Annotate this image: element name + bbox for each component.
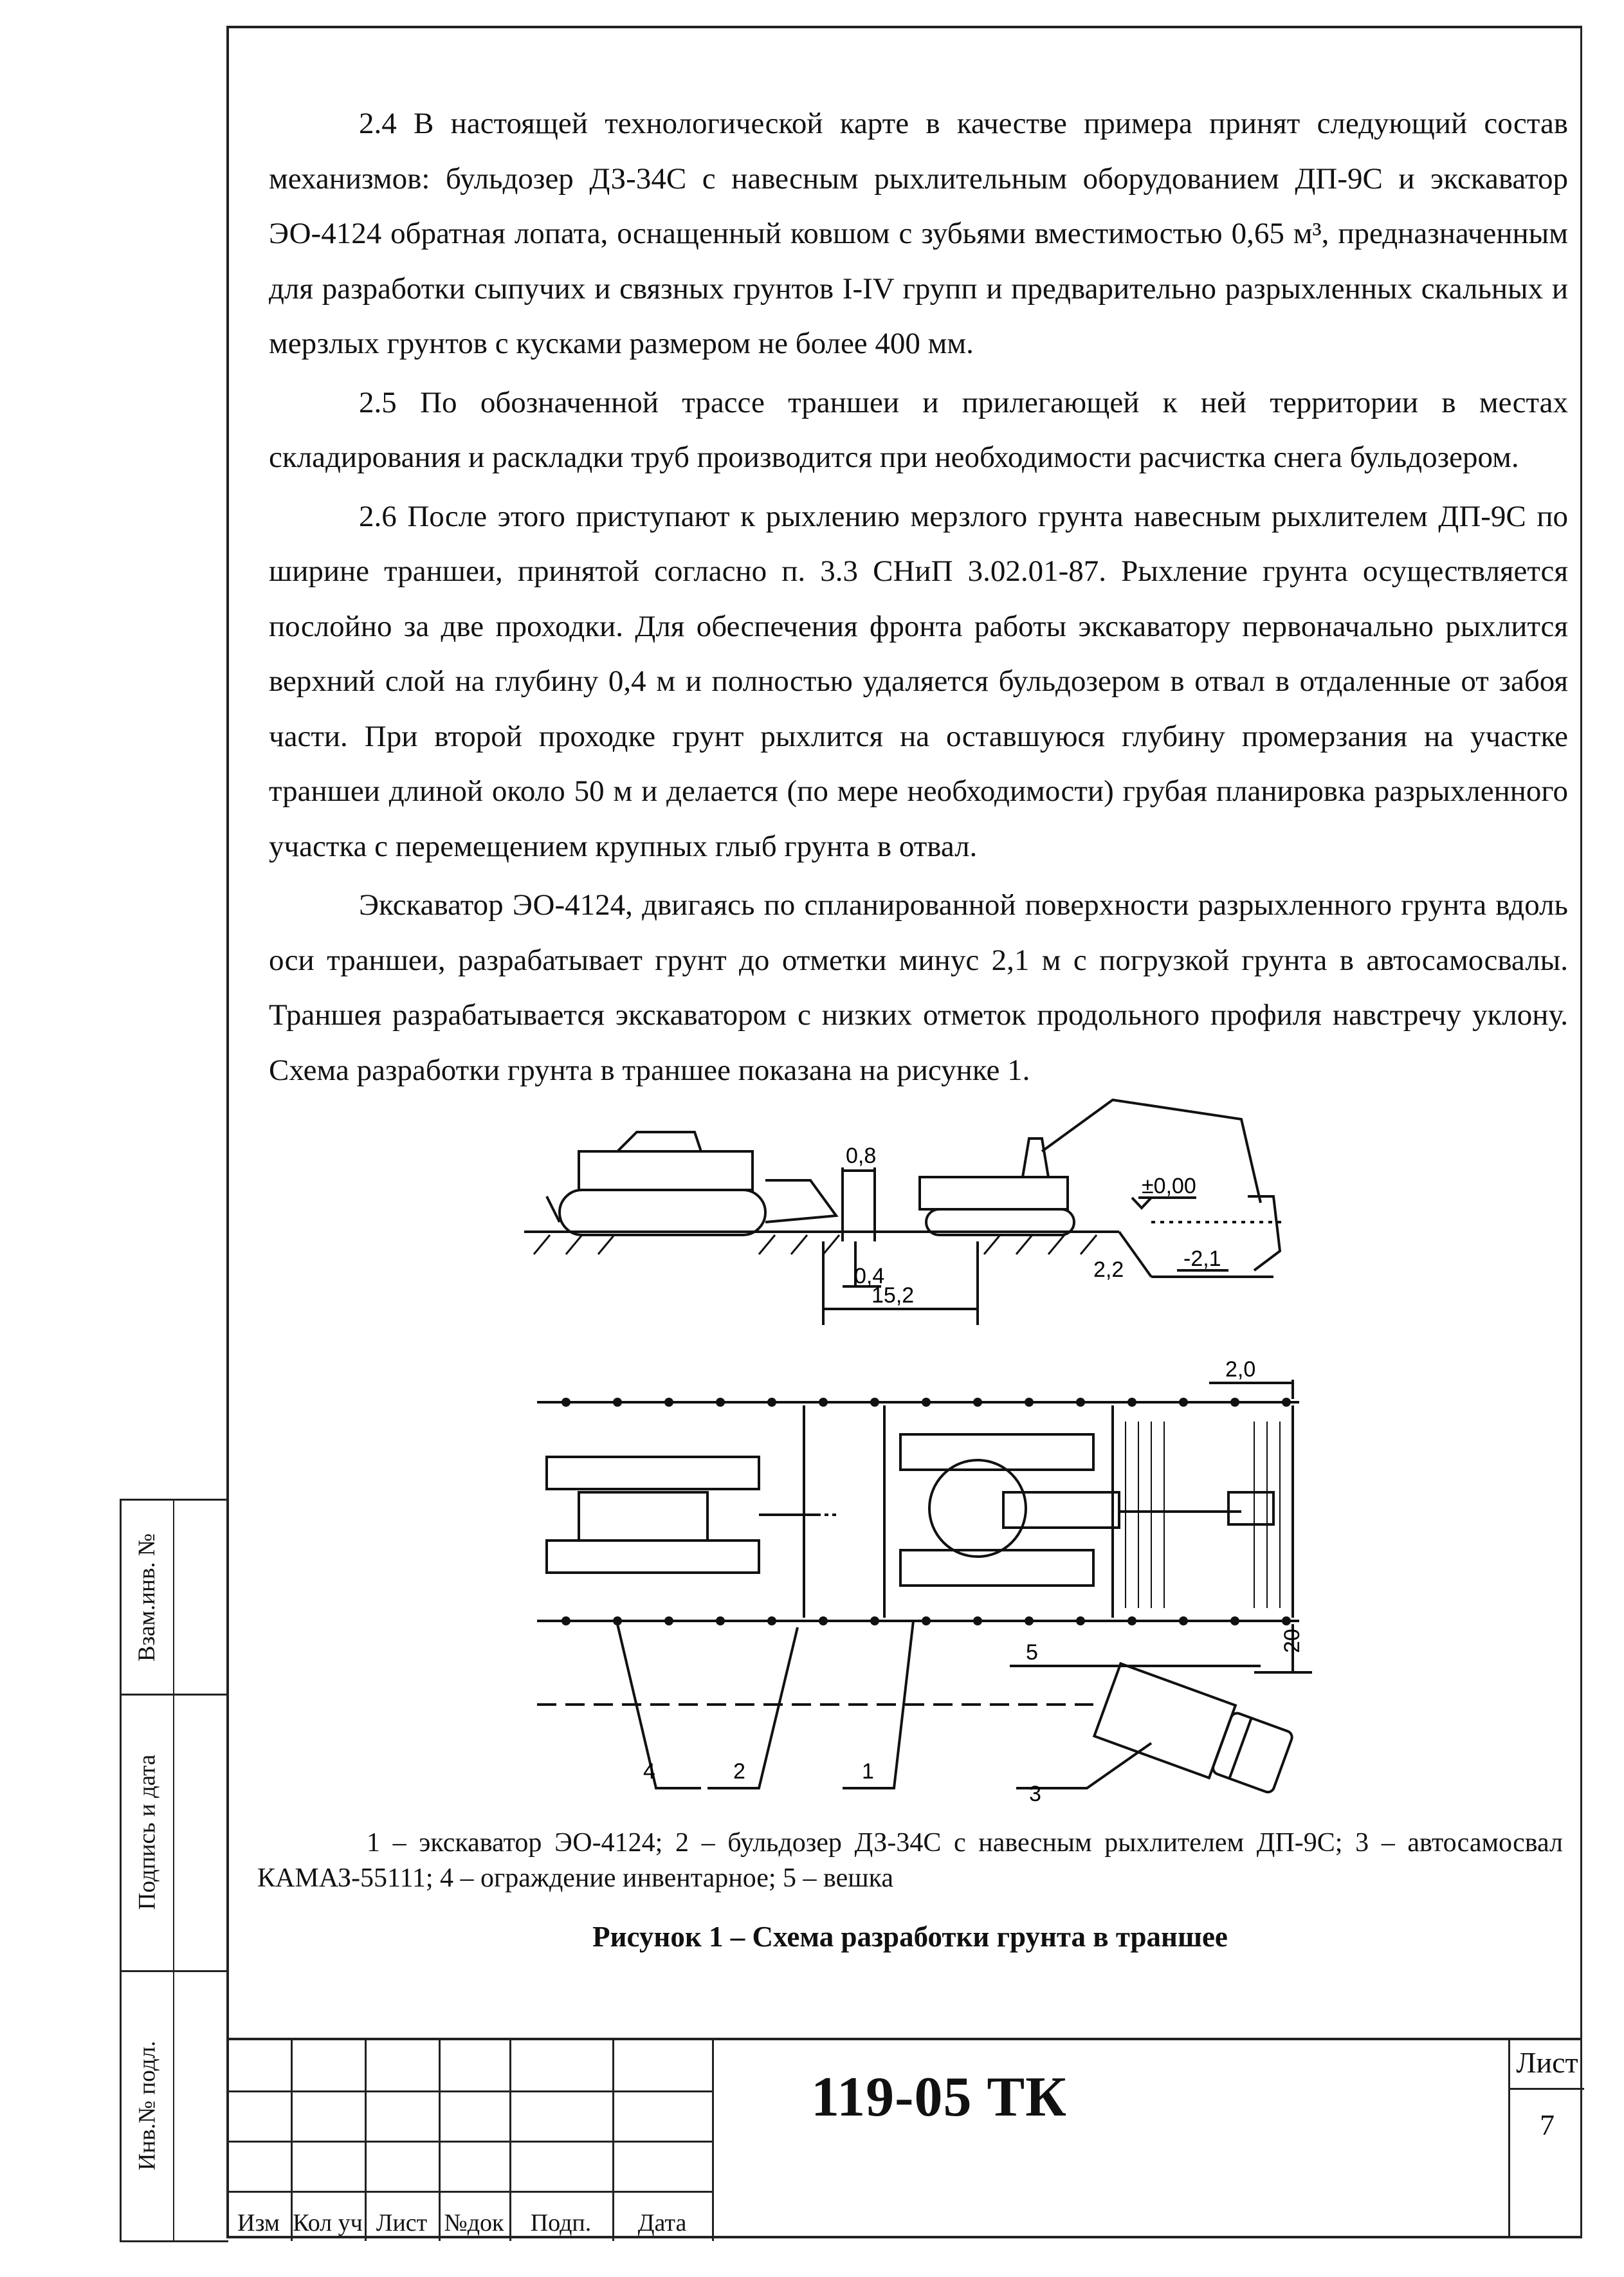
paragraph-2-4: 2.4 В настоящей технологической карте в качестве примера принят следующий состав механизмов: бульдозер ДЗ-34С с навесным рыхлительным оборудованием ДП-9С и экскаватор ЭО-4124 обратная лопата, оснащенный ковшом с зубьями вместимостью 0,65 м³, предназначенным для разработки сыпучих и связных грунтов I-IV групп и предварительно разрыхленных скальных и мерзлых грунтов с кусками размером не более 400 мм. xyxy=(269,107,1568,360)
callout-5: 5 xyxy=(1026,1640,1038,1665)
paragraph-excavator: Экскаватор ЭО-4124, двигаясь по спланированной поверхности разрыхленного грунта вдоль оси траншеи, разрабатывает грунт до отметки минус 2,1 м с погрузкой грунта в автосамосвалы. Траншея разрабатывается экскаватором с низких отметок продольного профиля навстречу уклону. Схема разработки грунта в траншее показана на рисунке 1. xyxy=(269,888,1568,1087)
dim-label-15-2: 15,2 xyxy=(871,1283,915,1308)
document-number: 119-05 ТК xyxy=(811,2066,1067,2128)
col-ndok: №док xyxy=(444,2209,504,2236)
side-stamp-inv: Инв.№ подл. xyxy=(134,2040,161,2170)
figure-legend: 1 – экскаватор ЭО-4124; 2 – бульдозер ДЗ-34С с навесным рыхлителем ДП-9С; 3 – автосамосвал КАМАЗ-55111; 4 – ограждение инвентарное; 5 – вешка xyxy=(257,1828,1563,1893)
side-stamp xyxy=(120,1499,228,2242)
dim-label-20: 20 xyxy=(1280,1629,1304,1653)
sheet-label: Лист xyxy=(1510,2038,1584,2090)
col-podp: Подп. xyxy=(530,2209,592,2236)
dim-label-0-4: 0,4 xyxy=(854,1264,885,1288)
sheet-box xyxy=(1508,2038,1584,2238)
sheet-number: 7 xyxy=(1540,2108,1555,2141)
dim-label-2-0: 2,0 xyxy=(1225,1357,1256,1382)
figure-caption: Рисунок 1 – Схема разработки грунта в траншее xyxy=(592,1921,1228,1953)
side-stamp-podpis: Подпись и дата xyxy=(122,1694,173,1972)
dim-label-2-2: 2,2 xyxy=(1093,1257,1124,1282)
callout-4: 4 xyxy=(643,1759,655,1784)
callout-1: 1 xyxy=(862,1759,874,1784)
col-izm: Изм xyxy=(237,2209,280,2236)
dim-label-zero: ±0,00 xyxy=(1142,1174,1196,1198)
callout-3: 3 xyxy=(1029,1782,1041,1806)
paragraph-2-5: 2.5 По обозначенной трассе траншеи и прилегающей к ней территории в местах складирования и раскладки труб производится при необходимости расчистка снега бульдозером. xyxy=(269,385,1568,474)
dim-label-minus-2-1: -2,1 xyxy=(1183,1247,1221,1271)
paragraph-2-6: 2.6 После этого приступают к рыхлению мерзлого грунта навесным рыхлителем ДП-9С по ширине траншеи, принятой согласно п. 3.3 СНиП 3.02.01-87. Рыхление грунта осуществляется послойно за две проходки. Для обеспечения фронта работы экскаватору первоначально рыхлится верхний слой на глубину 0,4 м и полностью удаляется бульдозером в отвал в отдаленные от забоя части. При второй проходке грунт рыхлится на оставшуюся глубину промерзания на участке траншеи длиной около 50 м и делается (по мере необходимости) грубая планировка разрыхленного участка с перемещением крупных глыб грунта в отвал. xyxy=(269,499,1568,863)
dim-label-0-8: 0,8 xyxy=(846,1144,877,1168)
side-stamp-vzam: Взам.инв. № xyxy=(122,1501,173,1696)
col-kol-uch: Кол уч xyxy=(293,2209,363,2236)
callout-2: 2 xyxy=(733,1759,745,1784)
col-list: Лист xyxy=(376,2209,428,2236)
col-data: Дата xyxy=(637,2209,687,2236)
